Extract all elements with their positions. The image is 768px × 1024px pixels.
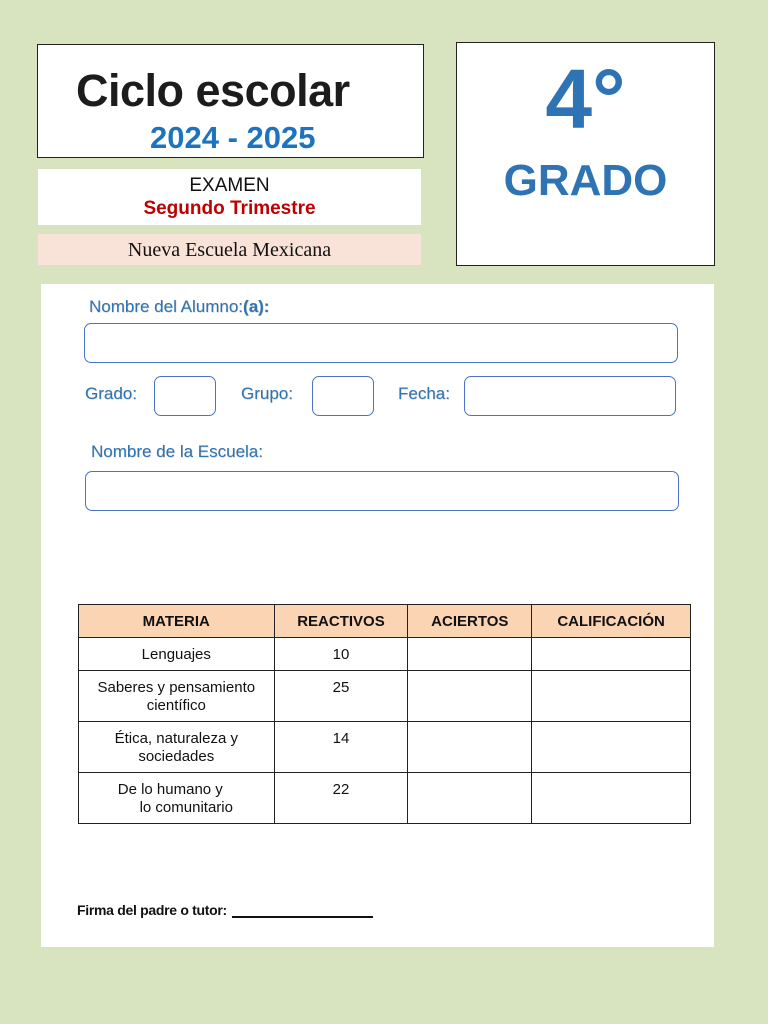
signature-label: Firma del padre o tutor: [77,902,227,918]
program-band [38,234,421,265]
subject-name-line2: científico [146,697,206,714]
student-name-field[interactable] [84,323,678,363]
group-field-label: Grupo: [241,384,293,403]
header-subject: MATERIA [79,605,275,638]
student-name-label-suffix: (a): [243,297,270,316]
grade-field-label: Grado: [85,384,137,403]
grade-cell[interactable] [532,722,691,773]
exam-label: EXAMEN [189,175,270,196]
title-box [37,44,424,158]
grade-number: 4° [545,52,626,146]
grades-table [78,604,691,824]
signature-line[interactable] [232,916,373,918]
date-field-label: Fecha: [398,384,450,403]
program-label: Nueva Escuela Mexicana [127,239,332,261]
table-row [79,773,691,824]
subject-cell [79,773,275,824]
grade-box [456,42,715,266]
subject-name: De lo humano y [117,781,223,798]
header-items: REACTIVOS [274,605,408,638]
subject-name-line2: sociedades [138,748,215,765]
table-header-row [79,605,691,638]
items-cell: 25 [274,671,408,722]
subject-cell [79,638,275,671]
table-row [79,671,691,722]
exam-sheet [41,284,714,947]
student-name-label-text: Nombre del Alumno: [89,297,244,316]
school-name-label: Nombre de la Escuela: [91,442,263,461]
grade-cell[interactable] [532,773,691,824]
title: Ciclo escolar [76,65,350,116]
correct-cell[interactable] [408,671,532,722]
grade-cell[interactable] [532,671,691,722]
group-field[interactable] [312,376,374,416]
school-year: 2024 - 2025 [150,120,316,155]
table-row [79,638,691,671]
grade-label: GRADO [503,156,668,205]
grade-cell[interactable] [532,638,691,671]
items-cell: 22 [274,773,408,824]
correct-cell[interactable] [408,773,532,824]
trimester-label: Segundo Trimestre [143,198,316,219]
subject-cell [79,722,275,773]
correct-cell[interactable] [408,638,532,671]
subject-name: Lenguajes [141,646,211,663]
header-correct: ACIERTOS [408,605,532,638]
grade-field[interactable] [154,376,216,416]
items-cell: 14 [274,722,408,773]
items-cell: 10 [274,638,408,671]
correct-cell[interactable] [408,722,532,773]
subject-name: Ética, naturaleza y [114,730,238,747]
header-grade: CALIFICACIÓN [532,605,691,638]
exam-box [38,169,421,225]
student-name-label [89,297,269,317]
subject-cell [79,671,275,722]
school-name-field[interactable] [85,471,679,511]
date-field[interactable] [464,376,676,416]
subject-name-line2: lo comunitario [139,799,233,816]
table-row [79,722,691,773]
subject-name: Saberes y pensamiento [97,679,256,696]
